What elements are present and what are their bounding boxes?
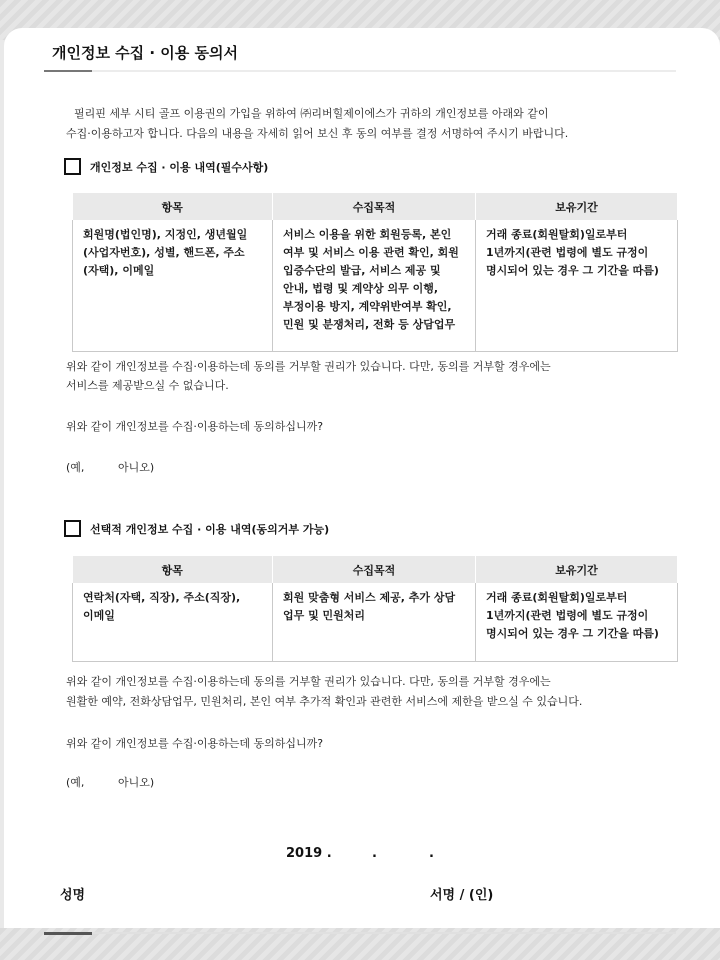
footer-divider-accent bbox=[44, 932, 92, 935]
cell-period: 거래 종료(회원탈회)일로부터 1년까지(관련 법령에 별도 규정이 명시되어 있는 경우 그 기간을 따름) bbox=[476, 220, 678, 351]
title-divider bbox=[44, 70, 676, 72]
section1-checkbox[interactable] bbox=[64, 158, 81, 175]
intro-line-2: 수집·이용하고자 합니다. 다음의 내용을 자세히 읽어 보신 후 동의 여부를 결정 서명하여 주시기 바랍니다. bbox=[66, 127, 569, 140]
section2-notice-2: 원활한 예약, 전화상담업무, 민원처리, 본인 여부 추가적 확인과 관련한 서비스에 제한을 받으실 수 있습니다. bbox=[66, 695, 583, 708]
cell-item: 회원명(법인명), 지정인, 생년월일(사업자번호), 성별, 핸드폰, 주소(자택), 이메일 bbox=[73, 220, 273, 351]
table-header: 보유기간 bbox=[476, 556, 678, 583]
title-divider-accent bbox=[44, 70, 92, 72]
intro-line-1: 필리핀 세부 시티 골프 이용권의 가입을 위하여 ㈜리버힐제이에스가 귀하의 개인정보를 아래와 같이 bbox=[74, 107, 549, 120]
table-header: 보유기간 bbox=[476, 193, 678, 220]
table-row bbox=[73, 220, 678, 351]
table-header: 항목 bbox=[73, 556, 273, 583]
section1-question: 위와 같이 개인정보를 수집·이용하는데 동의하십니까? bbox=[66, 420, 324, 433]
section1-notice-2: 서비스를 제공받으실 수 없습니다. bbox=[66, 379, 229, 392]
date-day-dot: . bbox=[429, 846, 434, 861]
cell-period: 거래 종료(회원탈회)일로부터 1년까지(관련 법령에 별도 규정이 명시되어 있는 경우 그 기간을 따름) bbox=[476, 583, 678, 661]
footer-divider bbox=[44, 932, 676, 934]
table-header: 수집목적 bbox=[273, 556, 476, 583]
cell-purpose: 서비스 이용을 위한 회원등록, 본인 여부 및 서비스 이용 관련 확인, 회원 입증수단의 발급, 서비스 제공 및 안내, 법령 및 계약상 의무 이행, 부정이용 방지, 계약위반여부 확인, 민원 및 분쟁처리, 전화 등 상담업무 bbox=[273, 220, 476, 351]
signature-label: 서명 / (인) bbox=[430, 888, 494, 903]
section2-notice-1: 위와 같이 개인정보를 수집·이용하는데 동의를 거부할 권리가 있습니다. 다만, 동의를 거부할 경우에는 bbox=[66, 675, 551, 688]
section2-table bbox=[72, 556, 678, 662]
section2-heading bbox=[64, 520, 329, 537]
cell-item: 연락처(자택, 직장), 주소(직장), 이메일 bbox=[73, 583, 273, 661]
table-header: 수집목적 bbox=[273, 193, 476, 220]
section1-notice-1: 위와 같이 개인정보를 수집·이용하는데 동의를 거부할 권리가 있습니다. 다만, 동의를 거부할 경우에는 bbox=[66, 360, 551, 373]
section1-table bbox=[72, 193, 678, 352]
section2-heading-text: 선택적 개인정보 수집 · 이용 내역(동의거부 가능) bbox=[90, 522, 330, 536]
section2-yes-option[interactable]: (예, bbox=[66, 776, 85, 789]
table-header: 항목 bbox=[73, 193, 273, 220]
section2-no-option[interactable]: 아니오) bbox=[118, 776, 155, 789]
section1-yes-option[interactable]: (예, bbox=[66, 461, 85, 474]
cell-purpose: 회원 맞춤형 서비스 제공, 추가 상담 업무 및 민원처리 bbox=[273, 583, 476, 661]
page-title: 개인정보 수집 · 이용 동의서 bbox=[52, 44, 238, 62]
date-month-dot: . bbox=[372, 846, 377, 861]
name-label: 성명 bbox=[60, 888, 86, 903]
section1-heading bbox=[64, 158, 268, 175]
section1-no-option[interactable]: 아니오) bbox=[118, 461, 155, 474]
section1-heading-text: 개인정보 수집 · 이용 내역(필수사항) bbox=[90, 160, 269, 174]
table-row bbox=[73, 583, 678, 661]
section2-checkbox[interactable] bbox=[64, 520, 81, 537]
date-year: 2019 . bbox=[286, 846, 332, 861]
section2-question: 위와 같이 개인정보를 수집·이용하는데 동의하십니까? bbox=[66, 737, 324, 750]
